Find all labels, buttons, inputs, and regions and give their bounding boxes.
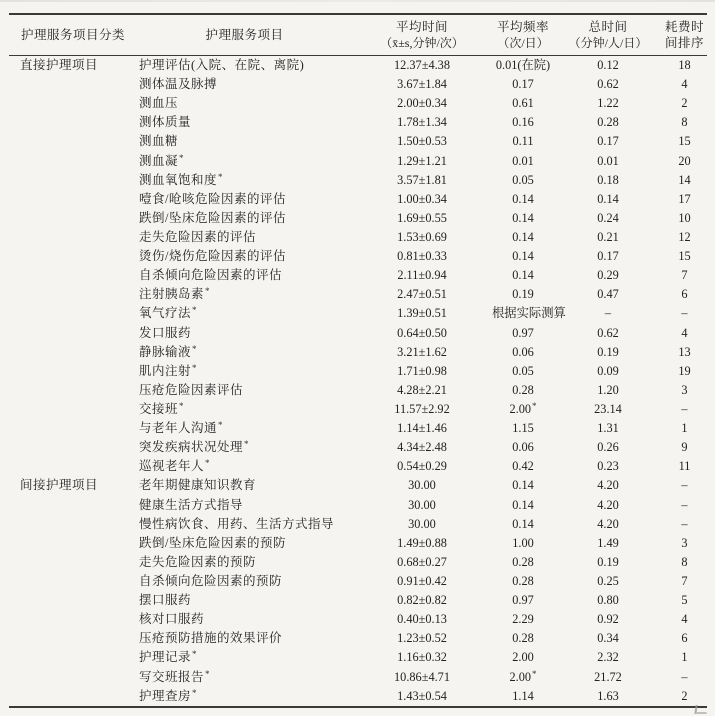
total-time-cell: 0.19 xyxy=(597,344,619,359)
rank-cell: 4 xyxy=(681,612,688,627)
item-cell: 跌倒/坠床危险因素的评估 xyxy=(139,210,286,225)
frequency-cell: 0.14 xyxy=(512,191,534,206)
avg-time-cell: 0.64±0.50 xyxy=(397,325,447,340)
total-time-cell: 0.24 xyxy=(597,210,619,225)
total-time-cell: 4.20 xyxy=(597,497,619,512)
frequency-cell: 0.17 xyxy=(512,77,534,92)
table-row xyxy=(9,228,707,247)
rank-cell: 15 xyxy=(678,249,691,264)
table-row xyxy=(9,190,707,209)
table-row xyxy=(9,343,707,362)
item-cell: 自杀倾向危险因素的评估 xyxy=(139,268,283,283)
asterisk-marker: * xyxy=(205,668,211,679)
item-cell: 噎食/呛咳危险因素的评估 xyxy=(139,191,286,206)
table-row xyxy=(9,572,707,591)
total-time-cell: 1.22 xyxy=(597,96,619,111)
rank-cell: – xyxy=(681,669,688,684)
frequency-cell: 0.61 xyxy=(512,96,534,111)
frequency-cell: 0.14 xyxy=(512,478,534,493)
item-cell: 压疮危险因素评估 xyxy=(139,382,244,397)
avg-time-cell: 2.00±0.34 xyxy=(397,96,447,111)
asterisk-marker: * xyxy=(192,649,198,660)
frequency-cell: 根据实际测算 xyxy=(492,306,566,321)
rank-cell: 18 xyxy=(678,58,691,73)
item-cell: 核对口服药 xyxy=(139,612,205,627)
rank-cell: 3 xyxy=(681,382,688,397)
rank-cell: 1 xyxy=(681,650,688,665)
table-row xyxy=(9,668,707,687)
asterisk-marker: * xyxy=(205,286,211,297)
frequency-cell: 1.15 xyxy=(512,421,534,436)
rank-cell: 12 xyxy=(678,230,691,245)
item-cell: 护理评估(入院、在院、离院) xyxy=(139,58,305,73)
total-time-cell: 0.18 xyxy=(597,172,619,187)
rank-cell: 6 xyxy=(681,287,688,302)
header-item: 护理服务项目 xyxy=(205,27,284,42)
asterisk-marker: * xyxy=(179,401,185,412)
table-row xyxy=(9,610,707,629)
avg-time-cell: 4.28±2.21 xyxy=(397,382,447,397)
item-cell: 摆口服药 xyxy=(139,593,192,608)
frequency-cell: 0.42 xyxy=(512,459,534,474)
rank-cell: 4 xyxy=(681,77,688,92)
avg-time-cell: 0.82±0.82 xyxy=(397,593,447,608)
item-cell: 氧气疗法* xyxy=(139,305,198,321)
table-row xyxy=(9,209,707,228)
rank-cell: 13 xyxy=(678,344,691,359)
item-cell: 走失危险因素的预防 xyxy=(139,554,257,569)
item-cell: 走失危险因素的评估 xyxy=(139,230,257,245)
frequency-cell: 0.05 xyxy=(512,363,534,378)
table-row xyxy=(9,400,707,419)
table-row xyxy=(9,152,707,171)
header-avg-time xyxy=(352,19,492,52)
total-time-cell: – xyxy=(604,306,612,321)
frequency-cell: 1.00 xyxy=(512,535,534,550)
frequency-cell: 2.29 xyxy=(512,612,534,627)
total-time-cell: 0.23 xyxy=(597,459,619,474)
frequency-cell: 0.97 xyxy=(512,593,534,608)
frequency-cell: 2.00 xyxy=(512,650,534,665)
avg-time-cell: 1.43±0.54 xyxy=(397,688,447,703)
rank-cell: – xyxy=(681,306,688,321)
asterisk-marker: * xyxy=(192,305,198,316)
asterisk-marker: * xyxy=(532,401,537,412)
rank-cell: 7 xyxy=(681,574,688,588)
avg-time-cell: 0.68±0.27 xyxy=(397,554,447,569)
table-row xyxy=(9,476,707,495)
header-total-time-line2: （分钟/人/日） xyxy=(568,36,648,50)
asterisk-marker: * xyxy=(532,668,537,679)
table-row xyxy=(9,75,707,94)
rank-cell: – xyxy=(681,497,688,512)
rank-cell: 9 xyxy=(681,440,688,455)
table-row xyxy=(9,266,707,285)
avg-time-cell: 30.00 xyxy=(408,497,436,512)
total-time-cell: 4.20 xyxy=(597,516,619,531)
avg-time-cell: 0.40±0.13 xyxy=(397,612,447,627)
frequency-cell: 0.14 xyxy=(512,268,534,283)
frequency-cell: 2.00* xyxy=(509,401,537,417)
avg-time-cell: 3.21±1.62 xyxy=(397,344,447,359)
table-row xyxy=(9,113,707,132)
category-cell: 间接护理项目 xyxy=(20,478,99,493)
table-row xyxy=(9,304,707,323)
table-row xyxy=(9,247,707,266)
item-cell: 老年期健康知识教育 xyxy=(139,478,257,493)
table-row xyxy=(9,381,707,400)
table-header-row xyxy=(9,13,707,56)
table-row xyxy=(9,629,707,648)
item-cell: 慢性病饮食、用药、生活方式指导 xyxy=(139,516,335,531)
avg-time-cell: 1.39±0.51 xyxy=(397,306,447,321)
avg-time-cell: 0.54±0.29 xyxy=(397,459,447,474)
frequency-cell: 0.06 xyxy=(512,440,534,455)
table-row xyxy=(9,553,707,572)
avg-time-cell: 1.23±0.52 xyxy=(397,631,447,646)
asterisk-marker: * xyxy=(192,362,198,373)
frequency-cell: 0.28 xyxy=(512,554,534,569)
rank-cell: 10 xyxy=(678,210,691,225)
rank-cell: 5 xyxy=(681,593,688,608)
rank-cell: – xyxy=(681,478,688,493)
total-time-cell: 0.14 xyxy=(597,191,619,206)
item-cell: 注射胰岛素* xyxy=(139,286,211,302)
avg-time-cell: 2.47±0.51 xyxy=(397,287,447,302)
table-row xyxy=(9,687,707,706)
frequency-cell: 0.14 xyxy=(512,210,534,225)
item-cell: 巡视老年人* xyxy=(139,458,211,474)
item-cell: 压疮预防措施的效果评价 xyxy=(139,631,283,646)
rank-cell: 4 xyxy=(681,325,688,340)
rank-cell: – xyxy=(681,402,688,417)
avg-time-cell: 10.86±4.71 xyxy=(394,669,450,684)
frequency-cell: 0.06 xyxy=(512,344,534,359)
item-cell: 护理记录* xyxy=(139,649,198,665)
avg-time-cell: 1.14±1.46 xyxy=(397,421,447,436)
asterisk-marker: * xyxy=(192,343,198,354)
table-row xyxy=(9,94,707,113)
total-time-cell: 0.25 xyxy=(597,574,619,588)
asterisk-marker: * xyxy=(218,420,224,431)
table-row xyxy=(9,438,707,457)
total-time-cell: 0.21 xyxy=(597,230,619,245)
rank-cell: 14 xyxy=(678,172,691,187)
rank-cell: 6 xyxy=(681,631,688,646)
avg-time-cell: 3.67±1.84 xyxy=(397,77,447,92)
scan-artifact xyxy=(694,705,707,714)
frequency-cell: 0.28 xyxy=(512,574,534,588)
frequency-cell: 0.01(在院) xyxy=(495,58,551,73)
item-cell: 测血凝* xyxy=(139,152,185,168)
item-cell: 发口服药 xyxy=(139,325,192,340)
avg-time-cell: 1.53±0.69 xyxy=(397,230,447,245)
header-rank xyxy=(662,19,707,52)
item-cell: 与老年人沟通* xyxy=(139,420,224,436)
item-cell: 测血压 xyxy=(139,96,179,111)
avg-time-cell: 1.16±0.32 xyxy=(397,650,447,665)
item-cell: 护理查房* xyxy=(139,687,198,703)
rank-cell: 2 xyxy=(681,96,688,111)
frequency-cell: 0.16 xyxy=(512,115,534,130)
item-cell: 健康生活方式指导 xyxy=(139,497,244,512)
frequency-cell: 0.14 xyxy=(512,497,534,512)
avg-time-cell: 1.50±0.53 xyxy=(397,134,447,149)
rank-cell: 7 xyxy=(681,268,688,283)
avg-time-cell: 0.91±0.42 xyxy=(397,574,447,588)
total-time-cell: 0.19 xyxy=(597,554,619,569)
avg-time-cell: 3.57±1.81 xyxy=(397,172,447,187)
table-row xyxy=(9,56,707,75)
item-cell: 肌内注射* xyxy=(139,362,198,378)
frequency-cell: 0.14 xyxy=(512,516,534,531)
avg-time-cell: 1.49±0.88 xyxy=(397,535,447,550)
rank-cell: 19 xyxy=(678,363,691,378)
frequency-cell: 0.14 xyxy=(512,249,534,264)
avg-time-cell: 12.37±4.38 xyxy=(394,58,450,73)
table-row xyxy=(9,285,707,304)
total-time-cell: 1.20 xyxy=(597,382,619,397)
rank-cell: 11 xyxy=(678,459,691,474)
header-frequency-line2: （次/日） xyxy=(497,36,549,50)
total-time-cell: 4.20 xyxy=(597,478,619,493)
total-time-cell: 0.17 xyxy=(597,134,619,149)
rank-cell: 3 xyxy=(681,535,688,550)
rank-cell: 15 xyxy=(678,134,691,149)
total-time-cell: 0.12 xyxy=(597,58,619,73)
total-time-cell: 0.09 xyxy=(597,363,619,378)
table-row xyxy=(9,171,707,190)
total-time-cell: 1.63 xyxy=(597,688,619,703)
frequency-cell: 0.28 xyxy=(512,631,534,646)
asterisk-marker: * xyxy=(192,687,198,698)
table-row xyxy=(9,132,707,151)
header-rank-line2: 间排序 xyxy=(664,36,704,50)
frequency-cell: 0.19 xyxy=(512,287,534,302)
asterisk-marker: * xyxy=(205,458,211,469)
avg-time-cell: 4.34±2.48 xyxy=(397,440,447,455)
total-time-cell: 2.32 xyxy=(597,650,619,665)
header-total-time-line1: 总时间 xyxy=(588,19,628,34)
table-row xyxy=(9,419,707,438)
total-time-cell: 23.14 xyxy=(594,402,622,417)
rank-cell: 2 xyxy=(681,688,688,703)
avg-time-cell: 1.69±0.55 xyxy=(397,210,447,225)
rank-cell: 8 xyxy=(681,115,688,130)
rank-cell: 20 xyxy=(678,153,691,168)
item-cell: 测血糖 xyxy=(139,134,179,149)
table-row xyxy=(9,591,707,610)
table-body xyxy=(9,56,707,708)
header-total-time xyxy=(554,19,662,52)
asterisk-marker: * xyxy=(218,171,224,182)
scan-edge-artifact xyxy=(0,0,715,2)
item-cell: 测体质量 xyxy=(139,115,192,130)
total-time-cell: 0.62 xyxy=(597,77,619,92)
header-avg-time-line1: 平均时间 xyxy=(395,19,448,34)
item-cell: 突发疾病状况处理* xyxy=(139,439,250,455)
avg-time-cell: 1.71±0.98 xyxy=(397,363,447,378)
total-time-cell: 1.49 xyxy=(597,535,619,550)
table-row xyxy=(9,534,707,553)
total-time-cell: 0.26 xyxy=(597,440,619,455)
item-cell: 测体温及脉搏 xyxy=(139,77,218,92)
total-time-cell: 0.17 xyxy=(597,249,619,264)
item-cell: 交接班* xyxy=(139,401,185,417)
avg-time-cell: 1.00±0.34 xyxy=(397,191,447,206)
item-cell: 静脉输液* xyxy=(139,343,198,359)
avg-time-cell: 2.11±0.94 xyxy=(397,268,447,283)
total-time-cell: 0.62 xyxy=(597,325,619,340)
table-row xyxy=(9,324,707,343)
frequency-cell: 0.14 xyxy=(512,230,534,245)
header-frequency-line1: 平均频率 xyxy=(496,19,549,34)
table-row xyxy=(9,648,707,667)
item-cell: 写交班报告* xyxy=(139,668,211,684)
asterisk-marker: * xyxy=(244,439,250,450)
header-category: 护理服务项目分类 xyxy=(20,27,125,42)
frequency-cell: 2.00* xyxy=(509,668,537,684)
rank-cell: 1 xyxy=(681,421,688,436)
total-time-cell: 0.80 xyxy=(597,593,619,608)
table-row xyxy=(9,457,707,476)
avg-time-cell: 0.81±0.33 xyxy=(397,249,447,264)
total-time-cell: 0.92 xyxy=(597,612,619,627)
total-time-cell: 0.29 xyxy=(597,268,619,283)
total-time-cell: 21.72 xyxy=(594,669,622,684)
table-row xyxy=(9,362,707,381)
rank-cell: 17 xyxy=(678,191,691,206)
nursing-service-time-table xyxy=(9,13,707,708)
rank-cell: – xyxy=(681,516,688,531)
total-time-cell: 1.31 xyxy=(597,421,619,436)
header-rank-line1: 耗费时 xyxy=(664,19,704,34)
avg-time-cell: 11.57±2.92 xyxy=(394,402,450,417)
avg-time-cell: 1.29±1.21 xyxy=(397,153,447,168)
item-cell: 烫伤/烧伤危险因素的评估 xyxy=(139,249,286,264)
item-cell: 跌倒/坠床危险因素的预防 xyxy=(139,535,286,550)
avg-time-cell: 1.78±1.34 xyxy=(397,115,447,130)
asterisk-marker: * xyxy=(179,152,185,163)
table-row xyxy=(9,496,707,515)
header-frequency xyxy=(492,19,554,52)
total-time-cell: 0.34 xyxy=(597,631,619,646)
table-row xyxy=(9,515,707,534)
frequency-cell: 0.05 xyxy=(512,172,534,187)
header-avg-time-line2: （x̄±s,分钟/次） xyxy=(380,36,464,50)
frequency-cell: 0.11 xyxy=(512,134,534,149)
avg-time-cell: 30.00 xyxy=(408,478,436,493)
total-time-cell: 0.28 xyxy=(597,115,619,130)
total-time-cell: 0.47 xyxy=(597,287,619,302)
rank-cell: 8 xyxy=(681,554,688,569)
frequency-cell: 0.28 xyxy=(512,382,534,397)
category-cell: 直接护理项目 xyxy=(20,58,99,73)
frequency-cell: 0.01 xyxy=(512,153,534,168)
avg-time-cell: 30.00 xyxy=(408,516,436,531)
frequency-cell: 1.14 xyxy=(512,688,534,703)
item-cell: 测血氧饱和度* xyxy=(139,171,224,187)
total-time-cell: 0.01 xyxy=(597,153,619,168)
frequency-cell: 0.97 xyxy=(512,325,534,340)
item-cell: 自杀倾向危险因素的预防 xyxy=(139,574,283,588)
